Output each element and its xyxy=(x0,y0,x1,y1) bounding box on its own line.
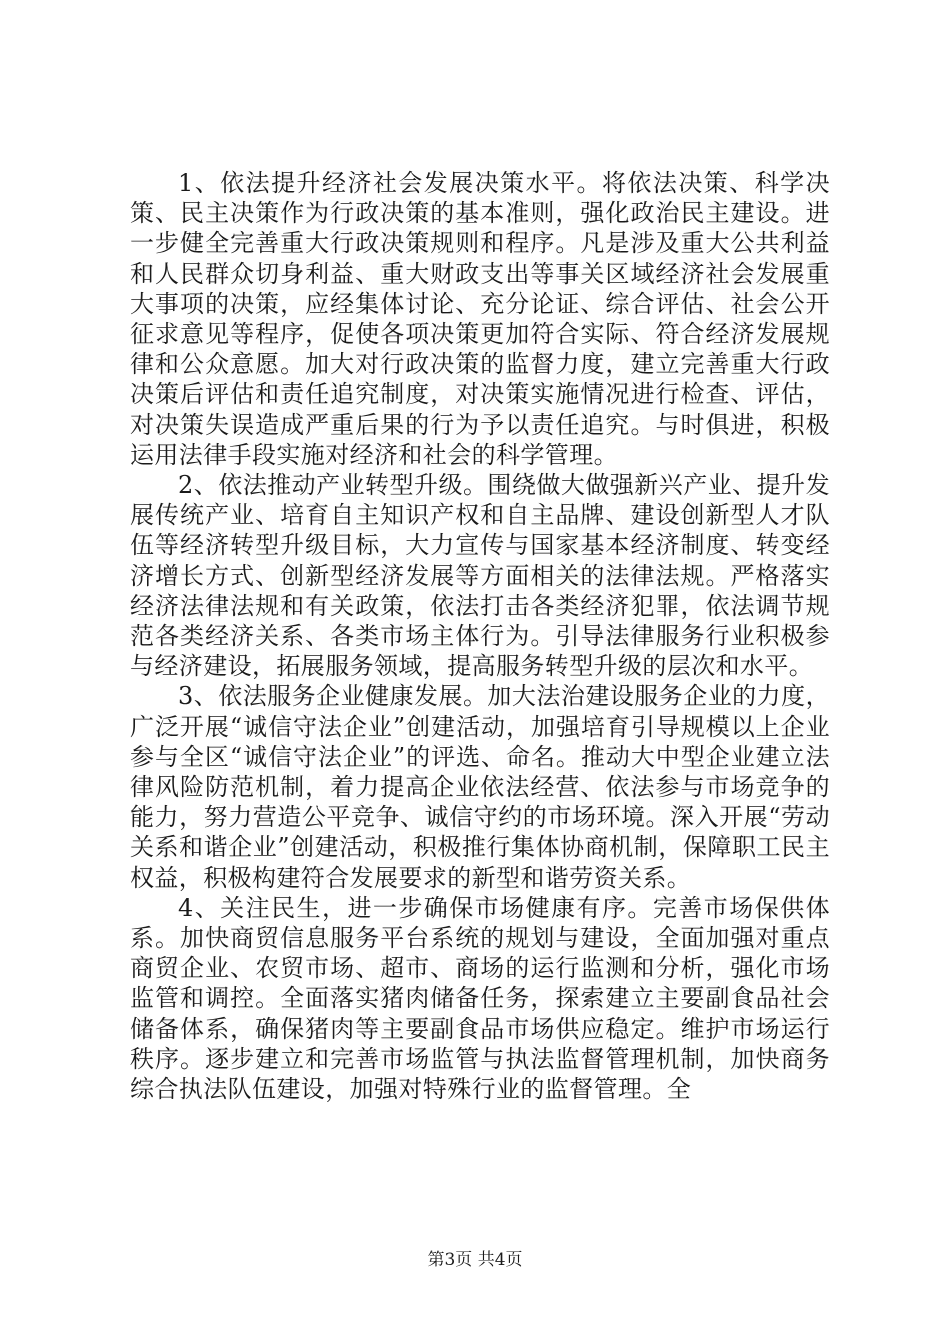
document-body xyxy=(130,168,830,1104)
page-footer: 第3页 共4页 xyxy=(427,1250,523,1270)
paragraph-2: 2、依法推动产业转型升级。围绕做大做强新兴产业、提升发展传统产业、培育自主知识产权和自主品牌、建设创新型人才队伍等经济转型升级目标，大力宣传与国家基本经济制度、转变经济增长方式、创新型经济发展等方面相关的法律法规。严格落实经济法律法规和有关政策，依法打击各类经济犯罪，依法调节规范各类经济关系、各类市场主体行为。引导法律服务行业积极参与经济建设，拓展服务领域，提高服务转型升级的层次和水平。 xyxy=(130,471,830,681)
paragraph-3: 3、依法服务企业健康发展。加大法治建设服务企业的力度，广泛开展“诚信守法企业”创建活动，加强培育引导规模以上企业参与全区“诚信守法企业”的评选、命名。推动大中型企业建立法律风险防范机制，着力提高企业依法经营、依法参与市场竞争的能力，努力营造公平竞争、诚信守约的市场环境。深入开展“劳动关系和谐企业”创建活动，积极推行集体协商机制，保障职工民主权益，积极构建符合发展要求的新型和谐劳资关系。 xyxy=(130,682,830,892)
paragraph-1: 1、依法提升经济社会发展决策水平。将依法决策、科学决策、民主决策作为行政决策的基本准则，强化政治民主建设。进一步健全完善重大行政决策规则和程序。凡是涉及重大公共利益和人民群众切身利益、重大财政支出等事关区域经济社会发展重大事项的决策，应经集体讨论、充分论证、综合评估、社会公开征求意见等程序，促使各项决策更加符合实际、符合经济发展规律和公众意愿。加大对行政决策的监督力度，建立完善重大行政决策后评估和责任追究制度，对决策实施情况进行检查、评估，对决策失误造成严重后果的行为予以责任追究。与时俱进，积极运用法律手段实施对经济和社会的科学管理。 xyxy=(130,169,830,469)
paragraph-4: 4、关注民生，进一步确保市场健康有序。完善市场保供体系。加快商贸信息服务平台系统的规划与建设，全面加强对重点商贸企业、农贸市场、超市、商场的运行监测和分析，强化市场监管和调控。全面落实猪肉储备任务，探索建立主要副食品社会储备体系，确保猪肉等主要副食品市场供应稳定。维护市场运行秩序。逐步建立和完善市场监管与执法监督管理机制，加快商务综合执法队伍建设，加强对特殊行业的监督管理。全 xyxy=(130,893,830,1104)
